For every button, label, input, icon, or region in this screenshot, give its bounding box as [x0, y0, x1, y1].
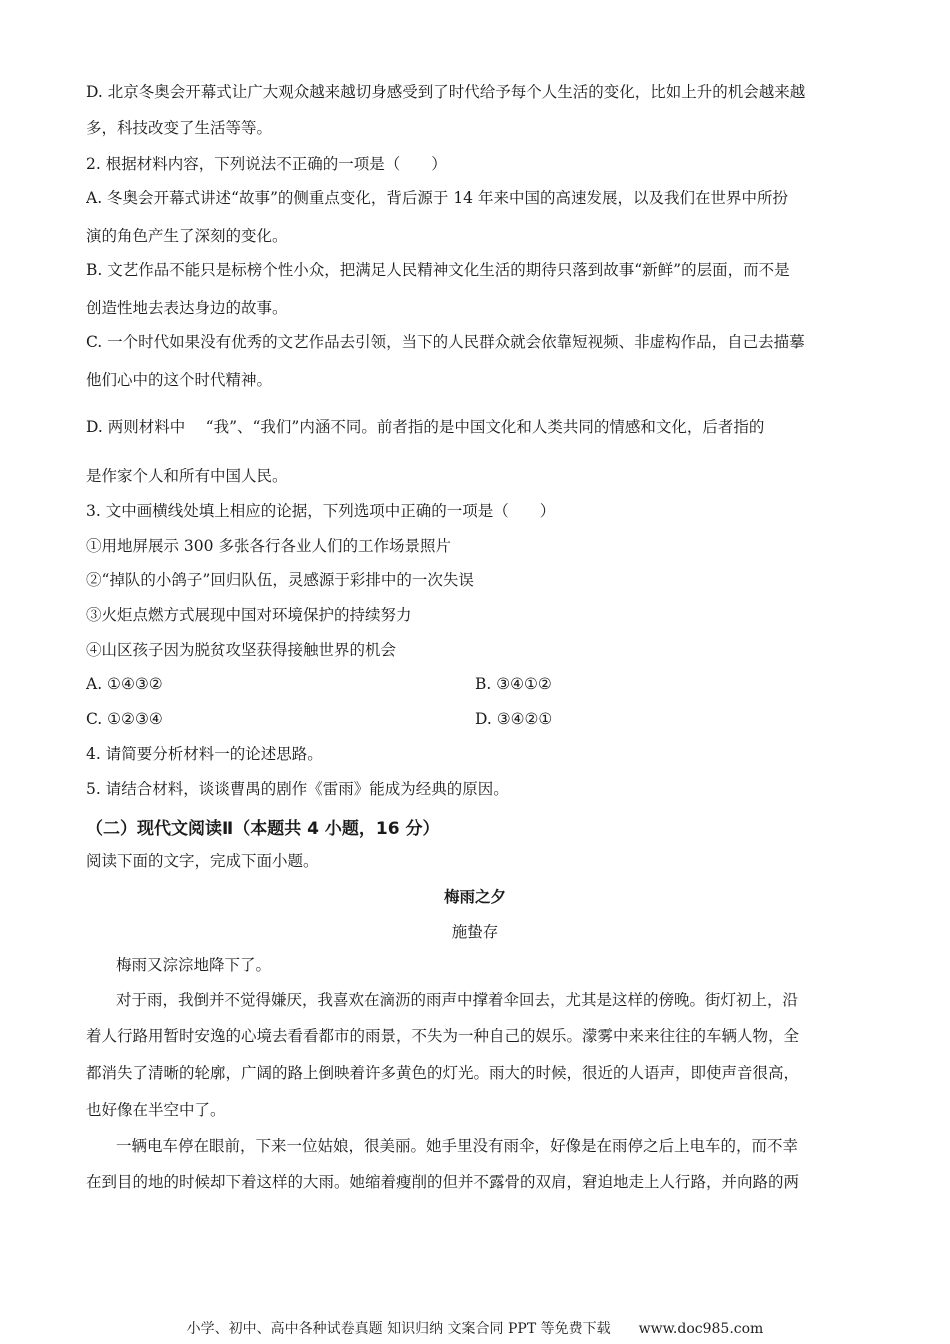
q2-option-a-line2: 演的角色产生了深刻的变化。	[86, 227, 288, 245]
q2-option-b-line1: B. 文艺作品不能只是标榜个性小众，把满足人民精神文化生活的期待只落到故事“新鲜”的层面，而不是	[86, 261, 790, 279]
q1-option-d-line1: D. 北京冬奥会开幕式让广大观众越来越切身感受到了时代给予每个人生活的变化，比如上升的机会越来越	[86, 83, 806, 101]
q2-option-d-line1: D. 两则材料中 “我”、“我们”内涵不同。前者指的是中国文化和人类共同的情感和文化，后者指的	[86, 418, 765, 436]
q3-item-3: ③火炬点燃方式展现中国对环境保护的持续努力	[86, 606, 412, 624]
paragraph-2-line2: 着人行路用暂时安逸的心境去看看都市的雨景，不失为一种自己的娱乐。濛雾中来来往往的车辆人物，全	[86, 1027, 800, 1045]
q3-item-2: ②“掉队的小鸽子”回归队伍，灵感源于彩排中的一次失误	[86, 571, 474, 589]
q2-option-b-line2: 创造性地去表达身边的故事。	[86, 299, 288, 317]
reading-instruction: 阅读下面的文字，完成下面小题。	[86, 852, 319, 870]
q2-option-c-line1: C. 一个时代如果没有优秀的文艺作品去引领，当下的人民群众就会依靠短视频、非虚构作品，自己去描摹	[86, 333, 805, 351]
q3-option-d: D. ③④②①	[475, 710, 553, 728]
q3-item-1: ①用地屏展示 300 多张各行各业人们的工作场景照片	[86, 537, 451, 555]
q3-option-a: A. ①④③②	[86, 675, 163, 693]
paragraph-2-line1: 对于雨，我倒并不觉得嫌厌，我喜欢在滴沥的雨声中撑着伞回去，尤其是这样的傍晚。街灯初上，沿	[116, 991, 799, 1009]
q2-option-a-line1: A. 冬奥会开幕式讲述“故事”的侧重点变化，背后源于 14 年来中国的高速发展，以及我们在世界中所扮	[86, 189, 788, 207]
q2-option-c-line2: 他们心中的这个时代精神。	[86, 371, 273, 389]
q3-option-b: B. ③④①②	[475, 675, 552, 693]
q2-option-d-line2: 是作家个人和所有中国人民。	[86, 467, 288, 485]
paragraph-3-line2: 在到目的地的时候却下着这样的大雨。她缩着瘦削的但并不露骨的双肩，窘迫地走上人行路，并向路的两	[86, 1173, 800, 1191]
paragraph-2-line4: 也好像在半空中了。	[86, 1101, 226, 1119]
paragraph-1: 梅雨又淙淙地降下了。	[116, 956, 272, 974]
passage-author: 施蛰存	[451, 923, 499, 941]
q3-option-c: C. ①②③④	[86, 710, 163, 728]
paragraph-3-line1: 一辆电车停在眼前，下来一位姑娘，很美丽。她手里没有雨伞，好像是在雨停之后上电车的，而不幸	[116, 1137, 799, 1155]
section-heading: （二）现代文阅读Ⅱ（本题共 4 小题，16 分）	[86, 819, 440, 839]
page-footer: 小学、初中、高中各种试卷真题 知识归纳 文案合同 PPT 等免费下载 www.doc985.com	[186, 1321, 764, 1337]
q3-stem: 3. 文中画横线处填上相应的论据，下列选项中正确的一项是（ ）	[86, 502, 556, 520]
q3-item-4: ④山区孩子因为脱贫攻坚获得接触世界的机会	[86, 641, 397, 659]
passage-title: 梅雨之夕	[443, 888, 506, 906]
q1-option-d-line2: 多，科技改变了生活等等。	[86, 119, 273, 137]
q5-question: 5. 请结合材料，谈谈曹禺的剧作《雷雨》能成为经典的原因。	[86, 780, 509, 798]
q2-stem: 2. 根据材料内容，下列说法不正确的一项是（ ）	[86, 155, 447, 173]
q4-question: 4. 请简要分析材料一的论述思路。	[86, 745, 323, 763]
paragraph-2-line3: 都消失了清晰的轮廓，广阔的路上倒映着许多黄色的灯光。雨大的时候，很近的人语声，即使声音很高，	[86, 1064, 800, 1082]
